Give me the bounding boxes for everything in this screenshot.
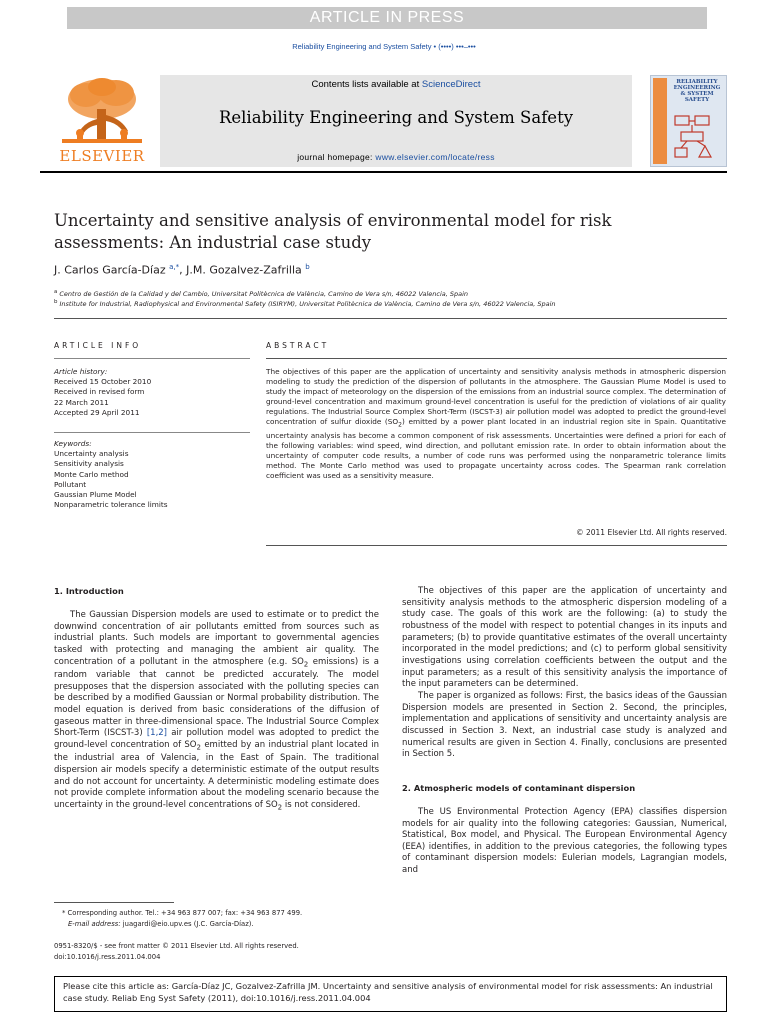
author-1[interactable]: J. Carlos García-Díaz <box>54 263 166 277</box>
section-2-title: 2. Atmospheric models of contaminant dispersion <box>402 782 636 793</box>
so2-sub: 2 <box>303 659 309 669</box>
journal-homepage-line <box>160 152 632 162</box>
article-info-rule <box>54 358 250 359</box>
body-left-column <box>54 586 379 813</box>
keywords-list <box>54 439 250 510</box>
journal-cover-thumbnail[interactable] <box>650 75 727 167</box>
doi-line[interactable]: doi:10.1016/j.ress.2011.04.004 <box>54 953 161 961</box>
sciencedirect-link[interactable]: ScienceDirect <box>421 79 481 90</box>
footnote-rule <box>54 902 174 903</box>
journal-title: Reliability Engineering and System Safety <box>218 108 574 127</box>
affiliation-b <box>54 299 556 308</box>
author-line <box>54 263 310 277</box>
history-received: Received 15 October 2010 <box>54 377 152 387</box>
so2-sub: 2 <box>277 802 283 812</box>
email-label: E-mail address: <box>68 920 121 928</box>
affiliation-b-text: Institute for Industrial, Radiophysical and Environmental Safety (ISIRYM), Universitat Politècnica de València, Camino de Vera s/n, 46022 Valencia, Spain <box>57 300 556 309</box>
citation-box: Please cite this article as: García-Díaz JC, Gozalvez-Zafrilla JM. Uncertainty and sensitive analysis of environmental model for risk assessments: An industrial case study. Reliab Eng Syst Safety (2011), doi:10.1016/j.ress.2011.04.004 <box>54 976 727 1012</box>
section-2-paragraph-1: The US Environmental Protection Agency (EPA) classifies dispersion models for air quality into the following categories: Gaussian, Numerical, Statistical, Box model, and Physical. The European Environmental Agency (EEA) identifies, in addition to the previous categories, the following types of contaminant dispersion models: Eulerian models, Lagrangian models, and <box>402 806 727 876</box>
p1-part-a: The Gaussian Dispersion models are used to estimate or to predict the downwind concentration of air pollutants emitted from sources such as industrial plants. Such models are important to governmental agencies tasked with protecting and managing the ambient air quality. The concentration of a pollutant in the atmosphere (e.g. SO <box>54 610 379 667</box>
author-2[interactable]: J.M. Gozalvez-Zafrilla <box>186 263 302 277</box>
author-2-affiliation-mark[interactable]: b <box>305 263 310 271</box>
article-history <box>54 367 250 418</box>
masthead-rule <box>40 171 727 173</box>
keyword-item: Sensitivity analysis <box>54 459 124 469</box>
author-1-affiliation-mark[interactable]: a,* <box>169 263 180 271</box>
intro-paragraph-2: The objectives of this paper are the application of uncertainty and sensitivity analysis methods to the atmospheric dispersion modeling of a study case. The goals of this work are the following: (a) to study the robustness of the model with respect to potential changes in its inputs and parameters; (b) to provide quantitative estimates of the overall uncertainty incorporated in the model predictions; and (c) to perform global sensitivity investigations using correlation coefficients between the output and the input parameters; as a result of this sensitivity analysis the importance of the input parameters can be determined. <box>402 586 727 690</box>
affiliation-a <box>54 289 468 298</box>
article-in-press-banner <box>67 7 707 29</box>
article-title: Uncertainty and sensitive analysis of environmental model for risk assessments: An industrial case study <box>54 211 612 252</box>
abstract-rule <box>266 358 727 359</box>
banner-label: ARTICLE IN PRESS <box>309 9 465 26</box>
affiliation-a-mark: a <box>54 289 58 295</box>
abstract-copyright: © 2011 Elsevier Ltd. All rights reserved. <box>576 528 727 537</box>
intro-paragraph-3: The paper is organized as follows: First, the basics ideas of the Gaussian Dispersion models are presented in Section 2. Second, the principles, implementation and applications of sensitivity and uncertainty analysis are discussed in Section 3. Next, an industrial case study is analyzed and numerical results are given in Section 4. Finally, conclusions are presented in Section 5. <box>402 690 727 760</box>
history-accepted: Accepted 29 April 2011 <box>54 407 140 417</box>
citation-link[interactable]: [1,2] <box>146 728 167 739</box>
publisher-wordmark: ELSEVIER <box>59 147 145 165</box>
journal-header-band <box>160 75 632 167</box>
p1-part-e: is not considered. <box>282 799 361 810</box>
article-history-label: Article history: <box>54 367 108 376</box>
email-note <box>68 920 398 928</box>
homepage-prefix: journal homepage: <box>297 152 376 162</box>
affiliation-b-mark: b <box>54 299 58 305</box>
history-revised: Received in revised form <box>54 387 145 397</box>
so2-sub: 2 <box>196 742 201 752</box>
abstract-part-2: ) emitted by a power plant located in an industrial region site in Spain. Quantitative uncertainty analysis has become a common component of risk assessments. Uncertainties were defined a priori for each of the following variables: wind speed, wind direction, and pollutant emission rate. In order to obtain information about the uncertainty of computer code results, a number of code runs was performed using the nonparametric tolerance limits method. The Monte Carlo method was used to propagate uncertainty across codes. The Spearman rank correlation coefficient was used as a sensitivity measure. <box>266 417 726 481</box>
intro-paragraph-1 <box>54 610 379 813</box>
keyword-item: Pollutant <box>54 479 87 489</box>
cover-title: RELIABILITY ENGINEERING & SYSTEM SAFETY <box>673 79 721 103</box>
email-address[interactable]: juagardi@eio.upv.es (J.C. García-Díaz). <box>120 920 254 928</box>
affiliation-a-text: Centro de Gestión de la Calidad y del Cambio, Universitat Politècnica de València, Camino de Vera s/n, 46022 Valencia, Spain <box>57 290 469 299</box>
author-separator: , <box>179 263 187 277</box>
abstract-text <box>266 367 726 481</box>
p1-part-b: emissions) is a random variable that cannot be predicted accurately. The model presupposes that the dispersion associated with the polluting species can be described by a modified Gaussian or Normal probability distribution. The model equation is derived from basic considerations of the diffusion of gaseous matter in three-dimensional space. The Industrial Source Complex Short-Term (ISCST-3) <box>54 656 379 739</box>
abstract-heading: ABSTRACT <box>266 341 330 350</box>
keywords-rule <box>54 432 250 433</box>
abstract-part-1: The objectives of this paper are the application of uncertainty and sensitivity analysis methods in atmospheric dispersion modeling to study the prediction of the dispersion of pollutants in the atmosphere. The Gaussian Plume Model is used to study the impact of meteorology on the dispersion of the emissions from an industrial source complex. The determination of ground-level concentration and maximum ground-level concentration is useful for the prediction of violations of air quality regulations. The Industrial Source Complex Short-Term (ISCST-3) air pollution model was adopted to predict the ground-level concentration of sulfur dioxide (SO <box>266 367 726 427</box>
keyword-item: Monte Carlo method <box>54 469 129 479</box>
p1-part-d: emitted by an industrial plant located in the industrial area of Valencia, in the East of Spain. The traditional dispersion air models specify a deterministic estimate of the output results and do not account for uncertainty. A deterministic modeling estimate does not provide complete information about the modeling scenario because the uncertainty in the ground-level concentrations of SO <box>54 739 380 810</box>
affiliation-rule <box>54 318 727 319</box>
body-right-column <box>402 586 727 877</box>
issn-line: 0951-8320/$ - see front matter © 2011 Elsevier Ltd. All rights reserved. <box>54 942 299 950</box>
keyword-item: Uncertainty analysis <box>54 449 129 459</box>
contents-lists-line <box>160 79 632 90</box>
contents-prefix: Contents lists available at <box>311 79 422 90</box>
journal-reference[interactable]: Reliability Engineering and System Safety • (••••) •••–••• <box>292 42 476 51</box>
elsevier-tree-icon <box>52 75 152 149</box>
article-info-heading: ARTICLE INFO <box>54 341 142 350</box>
masthead <box>40 75 727 167</box>
keyword-item: Gaussian Plume Model <box>54 490 137 500</box>
abstract-sub: 2 <box>398 421 403 429</box>
history-revised-date: 22 March 2011 <box>54 397 109 407</box>
keyword-item: Nonparametric tolerance limits <box>54 500 168 510</box>
keywords-label: Keywords: <box>54 439 92 448</box>
p1-part-c: air pollution model was adopted to predict the ground-level concentration of SO <box>54 728 379 750</box>
cover-diagram-icon <box>651 76 726 166</box>
elsevier-logo[interactable] <box>52 75 152 167</box>
section-1-title: 1. Introduction <box>54 586 124 596</box>
corresponding-author-note: * Corresponding author. Tel.: +34 963 877 007; fax: +34 963 877 499. <box>62 909 303 917</box>
abstract-bottom-rule <box>266 545 727 546</box>
journal-homepage-link[interactable]: www.elsevier.com/locate/ress <box>375 152 495 162</box>
